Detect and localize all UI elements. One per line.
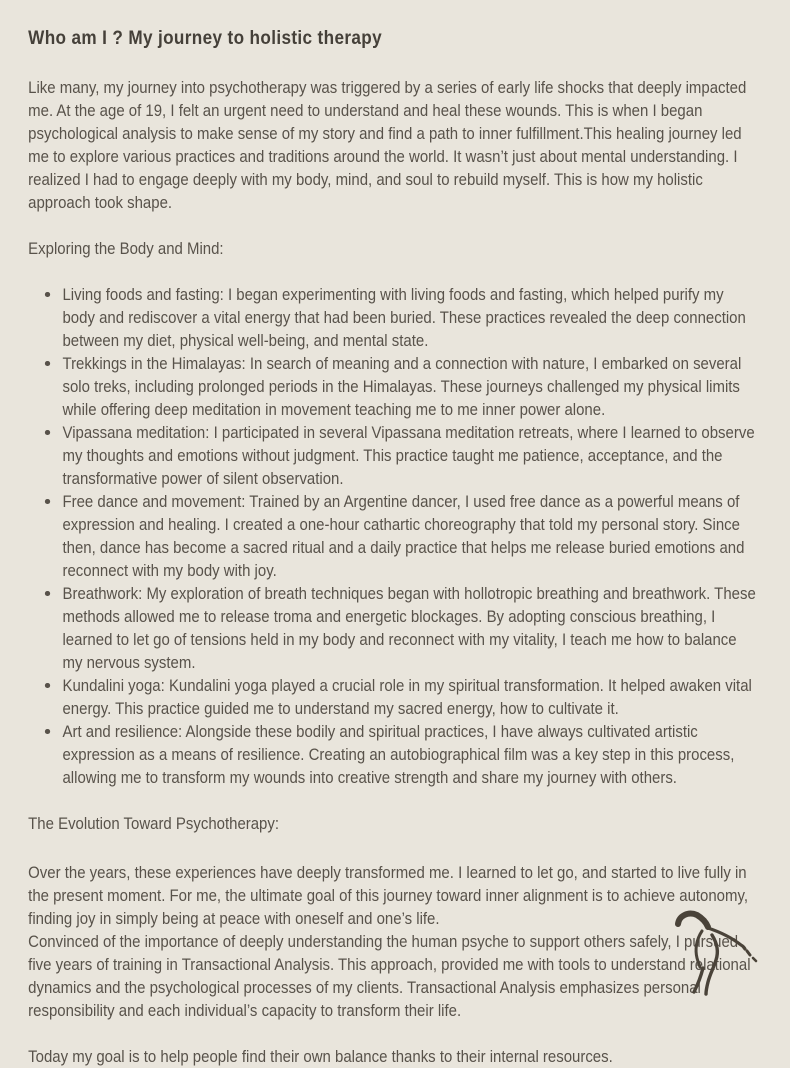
list-item-vipassana: Vipassana meditation: I participated in several Vipassana meditation retreats, where I learned to observe my thoughts and emotions without judgment. This practice taught me patience, acceptance, and the transformative power of silent observation. xyxy=(28,421,758,490)
evolution-paragraph-1: Over the years, these experiences have deeply transformed me. I learned to let go, and started to live fully in the present moment. For me, the ultimate goal of this journey toward inner alignment is to achieve autonomy, finding joy in simply being at peace with oneself and one’s life. xyxy=(28,863,749,928)
page-title: Who am I ? My journey to holistic therapy xyxy=(28,27,383,49)
intro-paragraph: Like many, my journey into psychotherapy was triggered by a series of early life shocks that deeply impacted me. At the age of 19, I felt an urgent need to understand and heal these wounds. This is when I began psychological analysis to make sense of my story and find a path to inner fulfillment.This healing journey led me to explore various practices and traditions around the world. It wasn’t just about mental understanding. I realized I had to engage deeply with my body, mind, and soul to rebuild myself. This is how my holistic approach took shape. xyxy=(28,78,747,212)
dancer-figure-icon xyxy=(638,878,788,1023)
list-item-living-foods: Living foods and fasting: I began experimenting with living foods and fasting, which helped purify my body and rediscover a vital energy that had been buried. These practices revealed the deep connection between my diet, physical well-being, and mental state. xyxy=(28,283,758,352)
evolution-paragraph-2: Convinced of the importance of deeply understanding the human psyche to support others safely, I pursued five years of training in Transactional Analysis. This approach, provided me with tools to understand relational dynamics and the psychological processes of my clients. Transactional Analysis emphasizes personal responsibility and each individual’s capacity to transform their life. xyxy=(28,932,751,1020)
practices-list xyxy=(28,283,758,789)
list-item-art-resilience: Art and resilience: Alongside these bodily and spiritual practices, I have always cultivated artistic expression as a means of resilience. Creating an autobiographical film was a key step in this process, allowing me to transform my wounds into creative strength and share my journey with others. xyxy=(28,720,758,789)
section-heading-body-mind: Exploring the Body and Mind: xyxy=(28,239,224,258)
closing-statement: Today my goal is to help people find their own balance thanks to their internal resources. xyxy=(28,1047,613,1066)
list-item-free-dance: Free dance and movement: Trained by an Argentine dancer, I used free dance as a powerful means of expression and healing. I created a one-hour cathartic choreography that told my personal story. Since then, dance has become a sacred ritual and a daily practice that helps me release buried emotions and reconnect with my body with joy. xyxy=(28,490,758,582)
list-item-trekkings: Trekkings in the Himalayas: In search of meaning and a connection with nature, I embarked on several solo treks, including prolonged periods in the Himalayas. These journeys challenged my physical limits while offering deep meditation in movement teaching me to me inner power alone. xyxy=(28,352,758,421)
section-heading-evolution: The Evolution Toward Psychotherapy: xyxy=(28,814,280,833)
list-item-breathwork: Breathwork: My exploration of breath techniques began with hollotropic breathing and breathwork. These methods allowed me to release troma and energetic blockages. By adopting conscious breathing, I learned to let go of tensions held in my body and reconnect with my vitality, I teach me how to balance my nervous system. xyxy=(28,582,758,674)
list-item-kundalini: Kundalini yoga: Kundalini yoga played a crucial role in my spiritual transformation. It helped awaken vital energy. This practice guided me to understand my sacred energy, how to cultivate it. xyxy=(28,674,758,720)
